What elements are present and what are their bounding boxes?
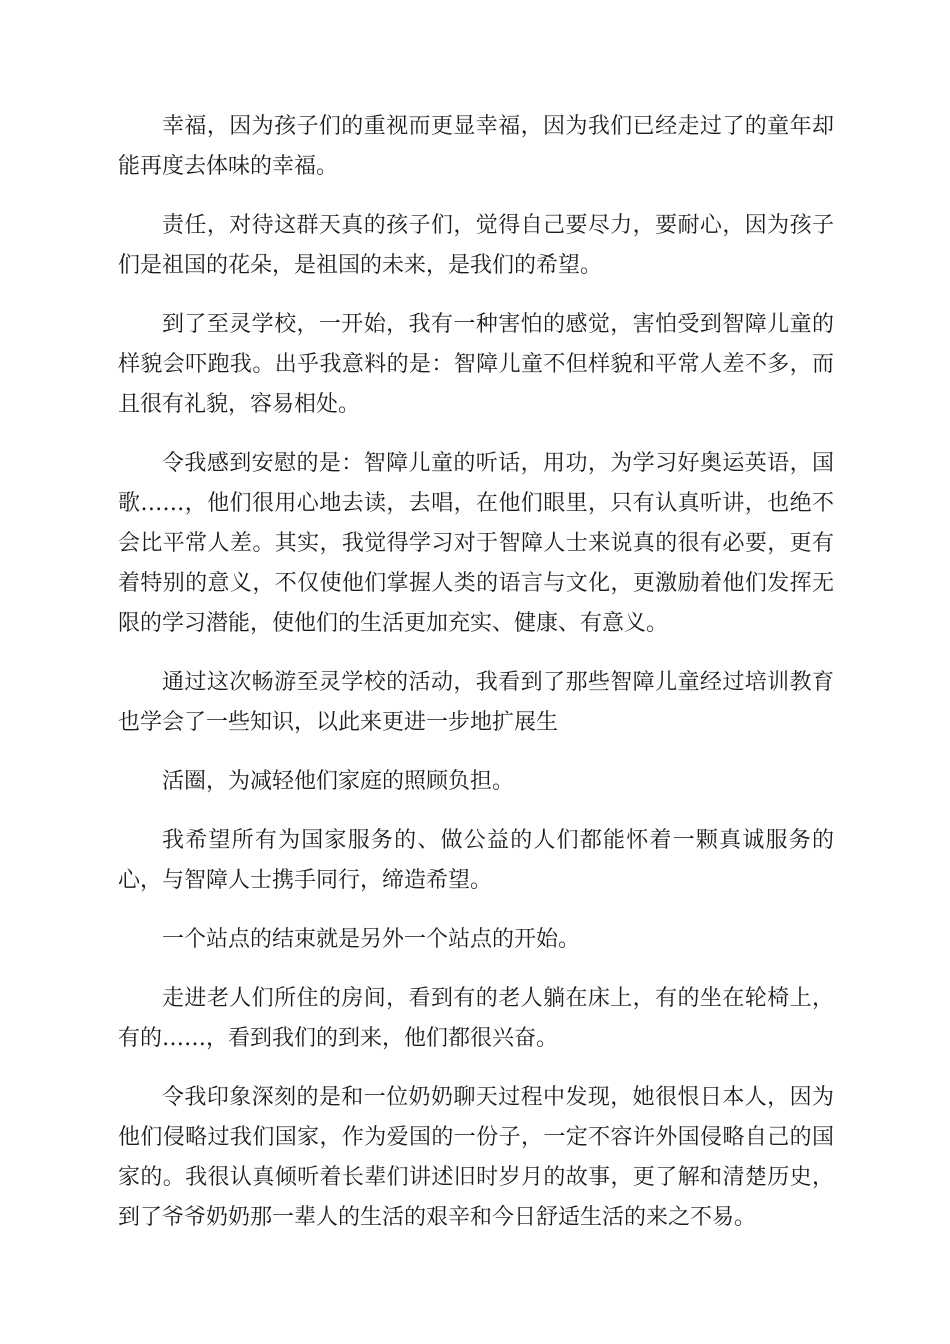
- paragraph-elderly-room: 走进老人们所住的房间，看到有的老人躺在床上，有的坐在轮椅上，有的……，看到我们的到来，他们都很兴奋。: [118, 986, 834, 1051]
- paragraph-grandmother: 令我印象深刻的是和一位奶奶聊天过程中发现，她很恨日本人，因为他们侵略过我们国家，作为爱国的一份子，一定不容许外国侵略自己的国家的。我很认真倾听着长辈们讲述旧时岁月的故事，更了解和清楚历史，到了爷爷奶奶那一辈人的生活的艰辛和今日舒适生活的来之不易。: [118, 1085, 834, 1230]
- paragraph-comfort: 令我感到安慰的是：智障儿童的听话，用功，为学习好奥运英语，国歌……，他们很用心地去读，去唱，在他们眼里，只有认真听讲，也绝不会比平常人差。其实，我觉得学习对于智障人士来说真的很有必要，更有着特别的意义，不仅使他们掌握人类的语言与文化，更激励着他们发挥无限的学习潜能，使他们的生活更加充实、健康、有意义。: [118, 451, 834, 636]
- paragraph-happiness: 幸福，因为孩子们的重视而更显幸福，因为我们已经走过了的童年却能再度去体味的幸福。: [118, 114, 834, 179]
- paragraph-activity-continued: 活圈，为减轻他们家庭的照顾负担。: [162, 769, 515, 794]
- paragraph-arrival: 到了至灵学校，一开始，我有一种害怕的感觉，害怕受到智障儿童的样貌会吓跑我。出乎我意料的是：智障儿童不但样貌和平常人差不多，而且很有礼貌，容易相处。: [118, 312, 834, 417]
- paragraph-activity: 通过这次畅游至灵学校的活动，我看到了那些智障儿童经过培训教育也学会了一些知识，以此来更进一步地扩展生: [118, 670, 834, 735]
- paragraph-hope: 我希望所有为国家服务的、做公益的人们都能怀着一颗真诚服务的心，与智障人士携手同行，缔造希望。: [118, 828, 834, 893]
- document-body: [118, 107, 834, 1257]
- paragraph-responsibility: 责任，对待这群天真的孩子们，觉得自己要尽力，要耐心，因为孩子们是祖国的花朵，是祖国的未来，是我们的希望。: [118, 213, 834, 278]
- paragraph-next-stop: 一个站点的结束就是另外一个站点的开始。: [162, 927, 581, 952]
